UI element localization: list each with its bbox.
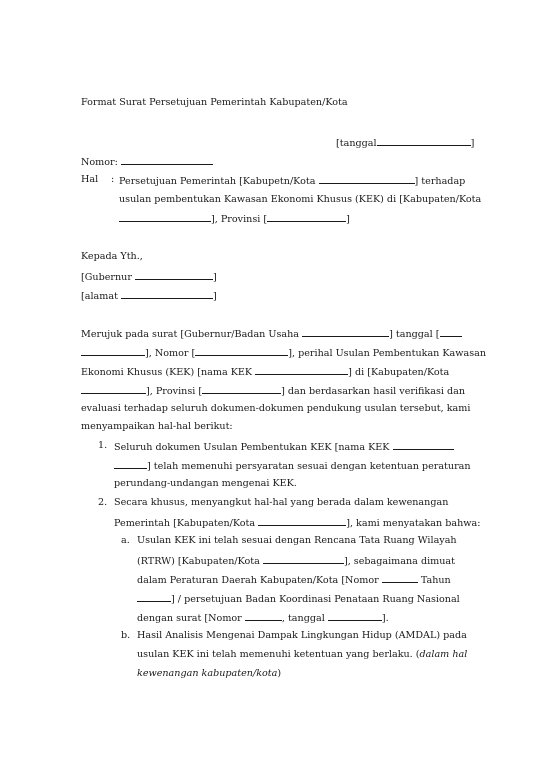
- nama-kek-blank: [393, 440, 454, 450]
- item-text: Seluruh dokumen Usulan Pembentukan KEK [nama KEK: [114, 442, 390, 453]
- item-text: Pemerintah [Kabupaten/Kota: [114, 518, 256, 529]
- alamat-close: ]: [213, 291, 217, 302]
- alamat-line: [81, 289, 217, 303]
- item1-line-2: [114, 459, 471, 473]
- nama-kek-blank: [255, 365, 348, 375]
- hal-line-1: [119, 174, 465, 188]
- item-text: (RTRW) [Kabupaten/Kota: [137, 556, 260, 567]
- body-text: Merujuk pada surat [Gubernur/Badan Usaha: [81, 329, 300, 340]
- provinsi-blank: [267, 212, 346, 222]
- nama-kek-blank-cont: [114, 459, 147, 469]
- itema-line-1: Usulan KEK ini telah sesuai dengan Rencana Tata Ruang Wilayah: [137, 535, 457, 546]
- item-text: ] / persetujuan Badan Koordinasi Penataan Ruang Nasional: [171, 594, 460, 605]
- nomor-line: [81, 155, 213, 169]
- hal-colon: :: [111, 174, 115, 185]
- provinsi-blank: [202, 384, 281, 394]
- gubernur-close: ]: [213, 272, 217, 283]
- date-line: [336, 136, 474, 150]
- alamat-label: [alamat: [81, 291, 118, 302]
- tanggal-blank-cont: [81, 346, 145, 356]
- hal-text: ], Provinsi [: [211, 214, 268, 225]
- nomor-blank: [121, 155, 213, 165]
- item2-line-1: Secara khusus, menyangkut hal-hal yang berada dalam kewenangan: [114, 497, 449, 508]
- kabupaten-blank: [81, 384, 146, 394]
- nomor-perda-blank: [382, 573, 418, 583]
- item2-line-2: [114, 516, 480, 530]
- hal-line-2: usulan pembentukan Kawasan Ekonomi Khusus (KEK) di [Kabupaten/Kota: [119, 194, 482, 205]
- body-text: ], Nomor [: [145, 348, 196, 359]
- itemb-line-2: [137, 649, 467, 661]
- itema-line-3: [137, 573, 451, 587]
- gubernur-label: [Gubernur: [81, 272, 132, 283]
- body-text: ] tanggal [: [389, 329, 440, 340]
- tahun-blank: [137, 592, 171, 602]
- itema-line-4: [137, 592, 460, 606]
- body-line-4: [81, 384, 465, 398]
- body-text: ], Provinsi [: [146, 386, 203, 397]
- item-italic-text: dalam hal: [419, 649, 468, 660]
- gubernur-badan-blank: [302, 327, 389, 337]
- body-line-2: [81, 346, 486, 360]
- body-line-6: menyampaikan hal-hal berikut:: [81, 421, 233, 432]
- hal-label: Hal: [81, 174, 99, 185]
- kepada-line: Kepada Yth.,: [81, 251, 143, 262]
- hal-text: ] terhadap: [414, 176, 466, 187]
- hal-text: ]: [346, 214, 350, 225]
- tanggal-surat-blank: [328, 611, 382, 621]
- body-line-3: [81, 365, 449, 379]
- list-number-1: 1.: [98, 440, 108, 451]
- tanggal-blank: [440, 327, 462, 337]
- item1-line-3: perundang-undangan mengenai KEK.: [114, 478, 297, 489]
- kabupaten-blank: [258, 516, 346, 526]
- nomor-surat-blank: [245, 611, 282, 621]
- item-text: dengan surat [Nomor: [137, 613, 242, 624]
- item-text: ): [277, 668, 282, 679]
- item-text: ] telah memenuhi persyaratan sesuai dengan ketentuan peraturan: [147, 461, 471, 472]
- list-letter-b: b.: [121, 630, 131, 641]
- item-text: dalam Peraturan Daerah Kabupaten/Kota [Nomor: [137, 575, 379, 586]
- document-title: Format Surat Persetujuan Pemerintah Kabupaten/Kota: [81, 97, 348, 108]
- body-line-5: evaluasi terhadap seluruh dokumen-dokumen pendukung usulan tersebut, kami: [81, 403, 471, 414]
- date-close: ]: [470, 138, 475, 149]
- item-text: Tahun: [420, 575, 451, 586]
- body-text: ] dan berdasarkan hasil verifikasi dan: [281, 386, 466, 397]
- alamat-blank: [121, 289, 213, 299]
- list-number-2: 2.: [98, 497, 108, 508]
- hal-text: Persetujuan Pemerintah [Kabupetn/Kota: [119, 176, 316, 187]
- item-text: ], sebagaimana dimuat: [343, 556, 456, 567]
- item-text: usulan KEK ini telah memenuhi ketentuan yang berlaku. (: [137, 649, 420, 660]
- gubernur-line: [81, 270, 217, 284]
- nomor-surat-blank: [195, 346, 288, 356]
- kabupaten-blank: [263, 554, 344, 564]
- itema-line-5: [137, 611, 389, 625]
- date-blank: [377, 136, 471, 146]
- item-italic-text: kewenangan kabupaten/kota: [137, 668, 278, 679]
- body-text: Ekonomi Khusus (KEK) [nama KEK: [81, 367, 253, 378]
- list-letter-a: a.: [121, 535, 130, 546]
- body-line-1: [81, 327, 462, 341]
- itemb-line-3: [137, 668, 281, 680]
- item-text: ].: [381, 613, 389, 624]
- item-text: , tanggal: [281, 613, 325, 624]
- kabupaten-blank: [319, 174, 415, 184]
- nomor-label: Nomor:: [81, 157, 118, 168]
- body-text: ], perihal Usulan Pembentukan Kawasan: [288, 348, 487, 359]
- kabupaten-blank: [119, 212, 211, 222]
- item1-line-1: [114, 440, 454, 454]
- body-text: ] di [Kabupaten/Kota: [348, 367, 450, 378]
- gubernur-blank: [135, 270, 213, 280]
- itemb-line-1: Hasil Analisis Mengenai Dampak Lingkungan Hidup (AMDAL) pada: [137, 630, 467, 641]
- itema-line-2: [137, 554, 455, 568]
- item-text: ], kami menyatakan bahwa:: [346, 518, 481, 529]
- hal-line-3: [119, 212, 350, 226]
- date-label: [tanggal: [336, 138, 377, 149]
